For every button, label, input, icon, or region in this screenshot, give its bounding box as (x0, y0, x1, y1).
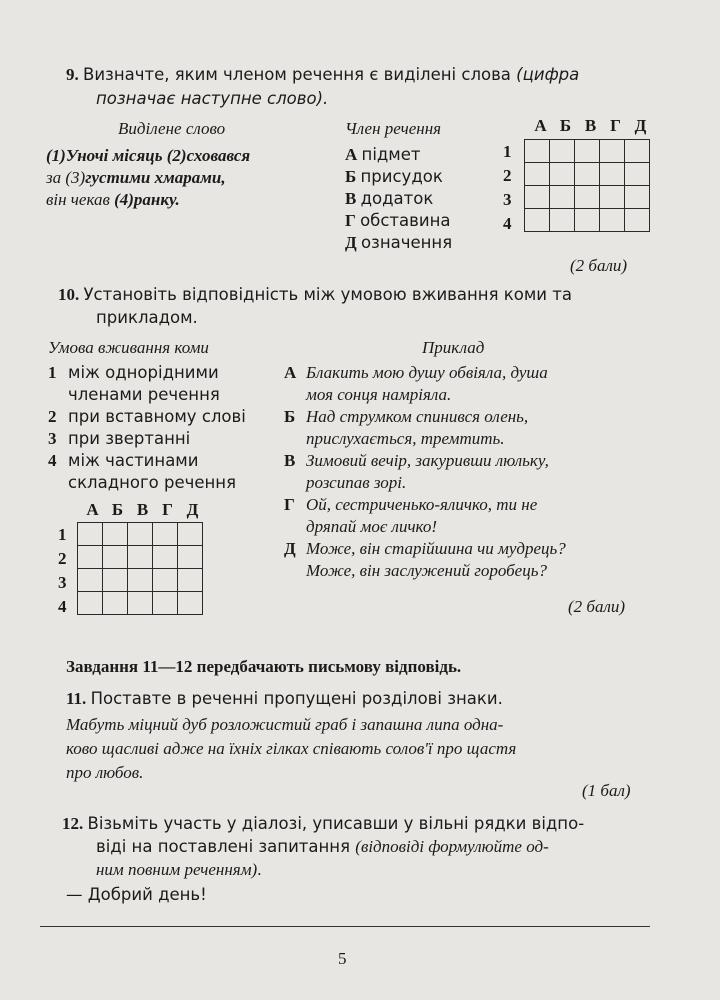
grid-cell[interactable] (128, 569, 153, 592)
grid-cell[interactable] (550, 186, 575, 209)
grid-cell[interactable] (103, 523, 128, 546)
q9-option: А підмет (345, 145, 421, 164)
grid-cell[interactable] (600, 163, 625, 186)
q12-dialog-line: — Добрий день! (66, 885, 207, 904)
grid-cell[interactable] (575, 163, 600, 186)
q9-prompt: 9. Визначте, яким членом речення є виділені слова (цифра (66, 65, 580, 84)
q10-score: (2 бали) (568, 597, 626, 616)
grid-cell[interactable] (178, 569, 203, 592)
q9-number: 9. (66, 65, 79, 84)
grid-cell[interactable] (128, 546, 153, 569)
grid-cell[interactable] (103, 592, 128, 615)
q12-prompt-line2: віді на поставлені запитання (відповіді формулюйте од- (96, 837, 549, 856)
q11-sentence-line3: про любов. (66, 763, 144, 782)
q10-prompt-line2: прикладом. (96, 308, 198, 327)
grid-cell[interactable] (525, 163, 550, 186)
answer-writing-line[interactable] (40, 926, 650, 927)
grid-cell[interactable] (178, 546, 203, 569)
grid-cell[interactable] (178, 592, 203, 615)
q12-prompt: 12. Візьміть участь у діалозі, уписавши у вільні рядки відпо- (62, 814, 585, 833)
grid-cell[interactable] (575, 209, 600, 232)
q9-grid-row-labels: 1 2 3 4 (503, 142, 512, 233)
q12-number: 12. (62, 814, 84, 833)
q9-col1-header: Виділене слово (118, 119, 226, 138)
q9-prompt-line2: позначає наступне слово). (96, 89, 329, 108)
grid-cell[interactable] (103, 569, 128, 592)
grid-cell[interactable] (600, 209, 625, 232)
grid-cell[interactable] (153, 569, 178, 592)
q9-answer-grid[interactable] (524, 139, 650, 232)
q9-col2-header: Член речення (345, 119, 442, 138)
grid-cell[interactable] (600, 186, 625, 209)
q9-grid-header: А Б В Г Д (534, 116, 647, 135)
grid-cell[interactable] (153, 546, 178, 569)
q11-sentence-line1: Мабуть міцний дуб розложистий граб і запашна липа одна- (66, 715, 504, 734)
q11-sentence-line2: ково щасливі адже на їхніх гілках співають солов'ї про щастя (66, 739, 517, 758)
q9-option: Г обставина (345, 211, 451, 230)
grid-cell[interactable] (128, 592, 153, 615)
page-number: 5 (338, 949, 347, 968)
grid-cell[interactable] (103, 546, 128, 569)
q9-option: В додаток (345, 189, 434, 208)
q10-grid-header: А Б В Г Д (86, 500, 199, 519)
grid-cell[interactable] (600, 140, 625, 163)
q12-prompt-line3: ним повним реченням). (96, 860, 262, 879)
q9-option: Д означення (345, 233, 453, 252)
grid-cell[interactable] (550, 209, 575, 232)
q9-sentence-line2: за (3)густими хмарами, (46, 168, 226, 187)
grid-cell[interactable] (575, 140, 600, 163)
q11-number: 11. (66, 689, 87, 708)
q9-sentence-line3: він чекав (4)ранку. (46, 190, 180, 209)
q11-prompt: 11. Поставте в реченні пропущені розділові знаки. (66, 689, 503, 708)
grid-cell[interactable] (178, 523, 203, 546)
q10-grid-row-labels: 1 2 3 4 (58, 525, 67, 616)
q9-options-list (345, 144, 452, 254)
grid-cell[interactable] (78, 569, 103, 592)
grid-cell[interactable] (153, 592, 178, 615)
q10-answer-grid[interactable] (77, 522, 203, 615)
q11-score: (1 бал) (582, 781, 631, 800)
q9-option: Б присудок (345, 167, 443, 186)
q9-sentence-line1: (1)Уночі місяць (2)сховався (46, 146, 251, 165)
grid-cell[interactable] (625, 186, 650, 209)
grid-cell[interactable] (525, 209, 550, 232)
grid-cell[interactable] (78, 523, 103, 546)
q10-examples: А Блакить мою душу обвіяла, душа моя сонця намріяла. Б Над струмком спинився олень, прислухається, тремтить. В Зимовий вечір, закуривши люльку, розсипав зорі. Г Ой, сестриченько-яличко, ти не дряпай моє личко! Д Може, він старійшина чи мудрець? Може, він заслужений горобець? (284, 363, 566, 580)
q10-prompt: 10. Установіть відповідність між умовою вживання коми та (58, 285, 572, 304)
grid-cell[interactable] (128, 523, 153, 546)
grid-cell[interactable] (78, 592, 103, 615)
q10-conditions: 1 між однорідними членами речення 2 при вставному слові 3 при звертанні 4 між частинами складного речення (48, 363, 246, 492)
q10-col2-header: Приклад (422, 338, 485, 357)
q9-score: (2 бали) (570, 256, 628, 275)
grid-cell[interactable] (625, 140, 650, 163)
grid-cell[interactable] (625, 209, 650, 232)
q10-col1-header: Умова вживання коми (48, 338, 209, 357)
section-heading: Завдання 11—12 передбачають письмову відповідь. (66, 657, 462, 676)
q10-number: 10. (58, 285, 80, 304)
grid-cell[interactable] (153, 523, 178, 546)
grid-cell[interactable] (575, 186, 600, 209)
grid-cell[interactable] (78, 546, 103, 569)
grid-cell[interactable] (625, 163, 650, 186)
grid-cell[interactable] (550, 163, 575, 186)
grid-cell[interactable] (550, 140, 575, 163)
grid-cell[interactable] (525, 186, 550, 209)
grid-cell[interactable] (525, 140, 550, 163)
